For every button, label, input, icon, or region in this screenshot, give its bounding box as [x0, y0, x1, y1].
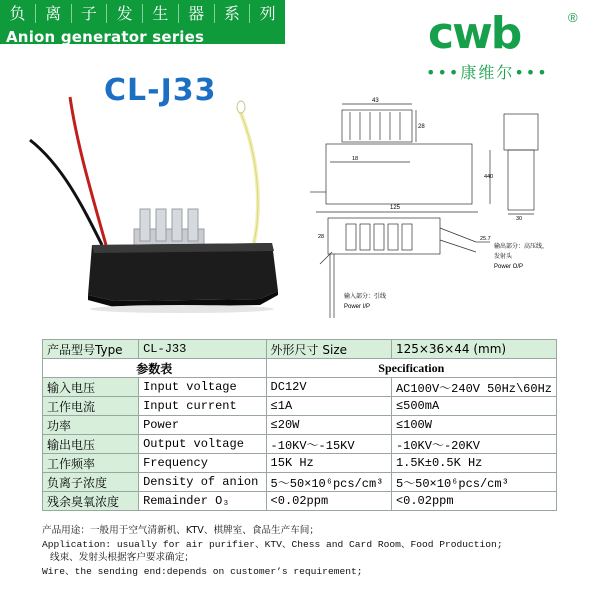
param-name-en: Remainder O₃: [139, 492, 266, 511]
value-dc: 5～50×10⁶pcs/cm³: [266, 473, 391, 492]
note-line: Application: usually for air purifier、KTV、Chess and Card Room、Food Production;: [42, 538, 503, 550]
model-value: CL-J33: [139, 340, 266, 359]
param-name-cn: 输出电压: [43, 435, 139, 454]
wire-tip: [237, 101, 245, 113]
output-note-cn: 输出部分：高压线，: [494, 243, 549, 250]
param-name-cn: 残余臭氧浓度: [43, 492, 139, 511]
note-line: Wire、the sending end:depends on customer’s requirement;: [42, 565, 363, 577]
param-name-en: Input voltage: [139, 378, 266, 397]
series-title-cn: [0, 4, 285, 23]
param-header-en: Specification: [266, 359, 556, 378]
red-wire: [70, 97, 106, 245]
value-dc: ≤1A: [266, 397, 391, 416]
dim-25-7: 25.7: [480, 236, 491, 242]
value-ac: -10KV～-20KV: [391, 435, 556, 454]
brand-logo: [420, 10, 590, 80]
param-name-cn: 负离子浓度: [43, 473, 139, 492]
note-line: 线束、发射头根据客户要求确定；: [50, 552, 194, 563]
model-row: [43, 340, 557, 359]
output-note-cn2: 发射头: [494, 253, 513, 260]
dim-30: 30: [516, 216, 523, 222]
param-name-en: Input current: [139, 397, 266, 416]
spec-row: [43, 435, 557, 454]
value-dc: ≤20W: [266, 416, 391, 435]
input-note-cn: 输入部分：引线: [344, 293, 387, 300]
value-ac: 1.5K±0.5K Hz: [391, 454, 556, 473]
value-dc: 15K Hz: [266, 454, 391, 473]
series-char: 系: [215, 4, 251, 23]
series-char: 器: [179, 4, 215, 23]
dim-43: 43: [372, 98, 379, 104]
dim-28b: 28: [318, 234, 325, 240]
value-ac: 5～50×10⁶pcs/cm³: [391, 473, 556, 492]
value-dc: DC12V: [266, 378, 391, 397]
value-ac: AC100V～240V 50Hz\60Hz: [391, 378, 556, 397]
param-name-cn: 功率: [43, 416, 139, 435]
dim-28: 28: [418, 124, 425, 130]
param-header-row: [43, 359, 557, 378]
input-note-en: Power I/P: [344, 304, 371, 310]
dim-18: 18: [352, 156, 359, 162]
param-name-en: Power: [139, 416, 266, 435]
yellow-wire: [240, 111, 258, 243]
output-note-en: Power O/P: [494, 264, 524, 270]
series-char: 生: [143, 4, 179, 23]
param-name-en: Output voltage: [139, 435, 266, 454]
value-ac: <0.02ppm: [391, 492, 556, 511]
dim-440: 440: [484, 174, 494, 180]
logo-mark: cwb: [428, 8, 521, 59]
model-label: 产品型号Type: [43, 340, 139, 359]
application-notes: [42, 524, 503, 578]
spec-row: [43, 416, 557, 435]
dimension-drawing: [290, 92, 550, 322]
size-label: 外形尺寸 Size: [266, 340, 391, 359]
value-ac: ≤500mA: [391, 397, 556, 416]
spec-table: [42, 339, 557, 511]
size-value: 125×36×44 (mm): [391, 340, 556, 359]
spec-row: [43, 397, 557, 416]
product-photo: [22, 95, 292, 325]
spec-row: [43, 473, 557, 492]
dim-125: 125: [390, 205, 401, 211]
param-name-cn: 工作频率: [43, 454, 139, 473]
spec-row: [43, 492, 557, 511]
param-name-cn: 输入电压: [43, 378, 139, 397]
spec-row: [43, 454, 557, 473]
value-dc: -10KV～-15KV: [266, 435, 391, 454]
note-line: 产品用途：一般用于空气清新机、KTV、棋牌室、食品生产车间；: [42, 525, 319, 536]
param-name-en: Density of anion: [139, 473, 266, 492]
series-banner: [0, 0, 285, 66]
series-char: 负: [0, 4, 36, 23]
series-char: 列: [259, 4, 276, 23]
series-title-en: Anion generator series: [6, 28, 205, 46]
registered-mark: ®: [568, 10, 578, 25]
spec-row: [43, 378, 557, 397]
param-name-en: Frequency: [139, 454, 266, 473]
param-name-cn: 工作电流: [43, 397, 139, 416]
series-char: 发: [107, 4, 143, 23]
model-title: CL-J33: [104, 73, 217, 108]
value-dc: <0.02ppm: [266, 492, 391, 511]
param-header-cn: 参数表: [43, 359, 267, 378]
brand-name-cn: •••康维尔•••: [426, 63, 549, 82]
series-char: 离: [36, 4, 72, 23]
series-char: 子: [72, 4, 108, 23]
value-ac: ≤100W: [391, 416, 556, 435]
